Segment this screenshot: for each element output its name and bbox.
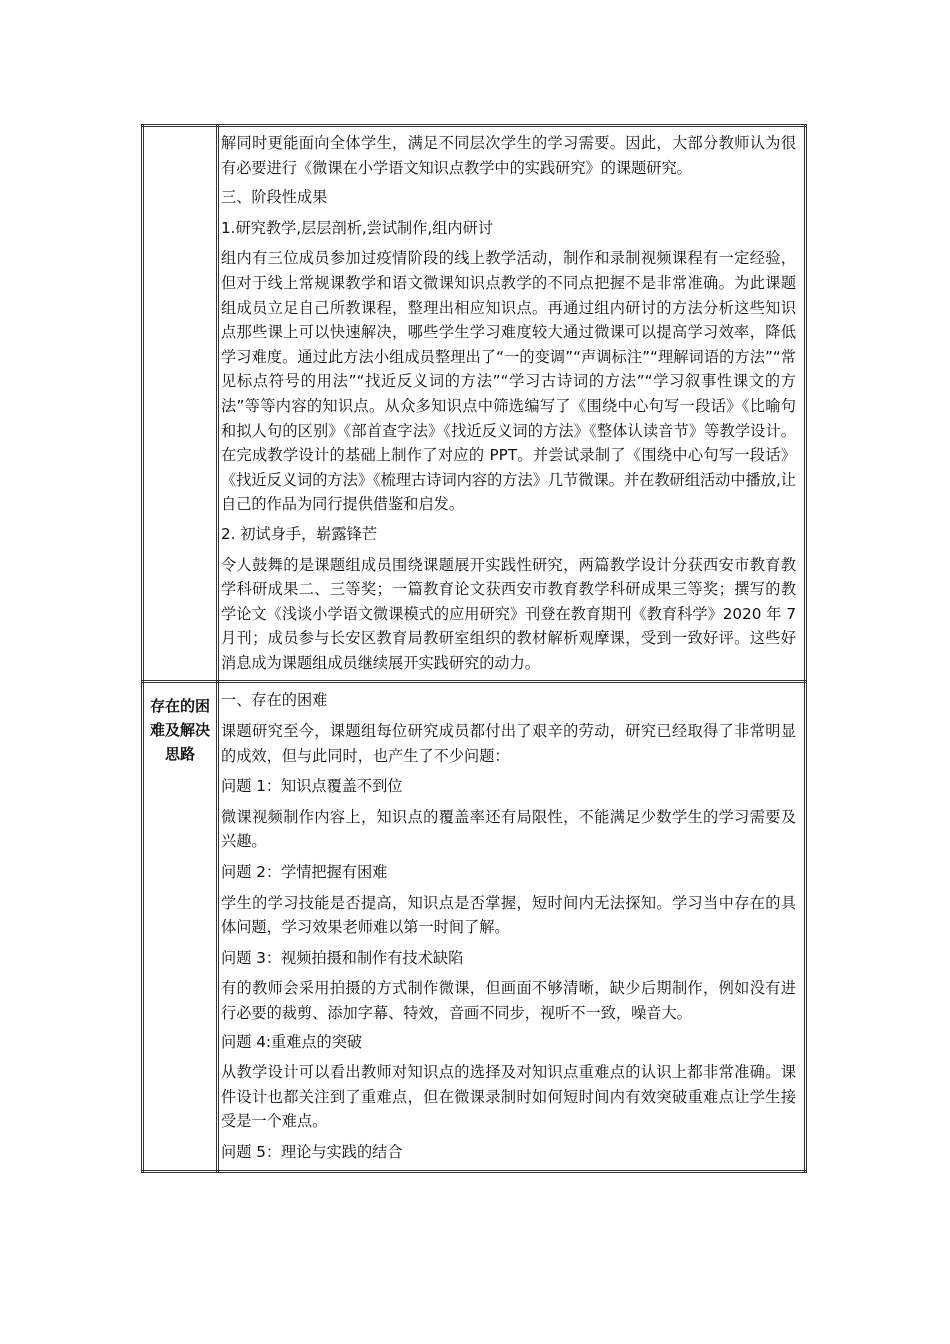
row-label: 存在的困难及解决思路: [143, 682, 218, 1171]
section-heading: 一、存在的困难: [221, 691, 328, 710]
paragraph: 令人鼓舞的是课题组成员围绕课题展开实践性研究，两篇教学设计分获西安市教育教学科研成果二、三等奖；一篇教育论文获西安市教育教学科研成果三等奖；撰写的教学论文《浅谈小学语文微课模式的应用研究》刊登在教育期刊《教育科学》2020 年 7 月刊；成员参与长安区教育局教研室组织的教材解析观摩课，受到一致好评。这些好消息成为课题组成员继续展开实践研究的动力。: [221, 555, 796, 672]
paragraph: 组内有三位成员参加过疫情阶段的线上教学活动，制作和录制视频课程有一定经验，但对于线上常规课教学和语文微课知识点教学的不同点把握不是非常准确。为此课题组成员立足自己所教课程，整理出相应知识点。再通过组内研讨的方法分析这些知识点那些课上可以快速解决，哪些学生学习难度较大通过微课可以提高学习效率，降低学习难度。通过此方法小组成员整理出了“一的变调”“声调标注”“理解词语的方法”“常见标点符号的用法”“找近反义词的方法”“学习古诗词的方法”“学习叙事性课文的方法”等等内容的知识点。从众多知识点中筛选编写了《围绕中心句写一段话》《比喻句和拟人句的区别》《部首查字法》《找近反义词的方法》《整体认读音节》等教学设计。在完成教学设计的基础上制作了对应的 PPT。并尝试录制了《围绕中心句写一段话》《找近反义词的方法》《梳理古诗词内容的方法》几节微课。并在教研组活动中播放,让自己的作品为同行提供借鉴和启发。: [221, 249, 796, 514]
subheading: 1.研究教学,层层剖析,尝试制作,组内研讨: [221, 218, 493, 237]
empty-label-cell: [143, 126, 218, 682]
problem-title: 问题 3：视频拍摄和制作有技术缺陷: [221, 948, 464, 967]
paragraph: 从教学设计可以看出教师对知识点的选择及对知识点重难点的认识上都非常准确。课件设计也都关注到了重难点，但在微课录制时如何短时间内有效突破重难点让学生接受是一个难点。: [221, 1063, 796, 1131]
paragraph: 微课视频制作内容上，知识点的覆盖率还有局限性，不能满足少数学生的学习需要及兴趣。: [221, 807, 796, 851]
difficulties-content: [218, 682, 806, 1171]
paragraph: 学生的学习技能是否提高，知识点是否掌握，短时间内无法探知。学习当中存在的具体问题，学习效果老师难以第一时间了解。: [221, 893, 796, 937]
document-table: [141, 124, 807, 1173]
paragraph: 课题研究至今，课题组每位研究成员都付出了艰辛的劳动，研究已经取得了非常明显的成效，但与此同时，也产生了不少问题：: [221, 722, 796, 765]
problem-title: 问题 4:重难点的突破: [221, 1032, 363, 1051]
table-row-achievements: [143, 126, 806, 682]
problem-title: 问题 5：理论与实践的结合: [221, 1142, 403, 1161]
subheading: 2. 初试身手，崭露锋芒: [221, 524, 378, 543]
table-row-difficulties: [143, 682, 806, 1171]
problem-title: 问题 2：学情把握有困难: [221, 863, 388, 882]
paragraph: 解同时更能面向全体学生，满足不同层次学生的学习需要。因此，大部分教师认为很有必要进行《微课在小学语文知识点教学中的实践研究》的课题研究。: [221, 134, 796, 177]
paragraph: 有的教师会采用拍摄的方式制作微课，但画面不够清晰，缺少后期制作，例如没有进行必要的裁剪、添加字幕、特效，音画不同步，视听不一致，噪音大。: [221, 979, 796, 1022]
section-heading: 三、阶段性成果: [221, 188, 328, 207]
achievements-content: [218, 126, 806, 682]
problem-title: 问题 1：知识点覆盖不到位: [221, 777, 403, 796]
